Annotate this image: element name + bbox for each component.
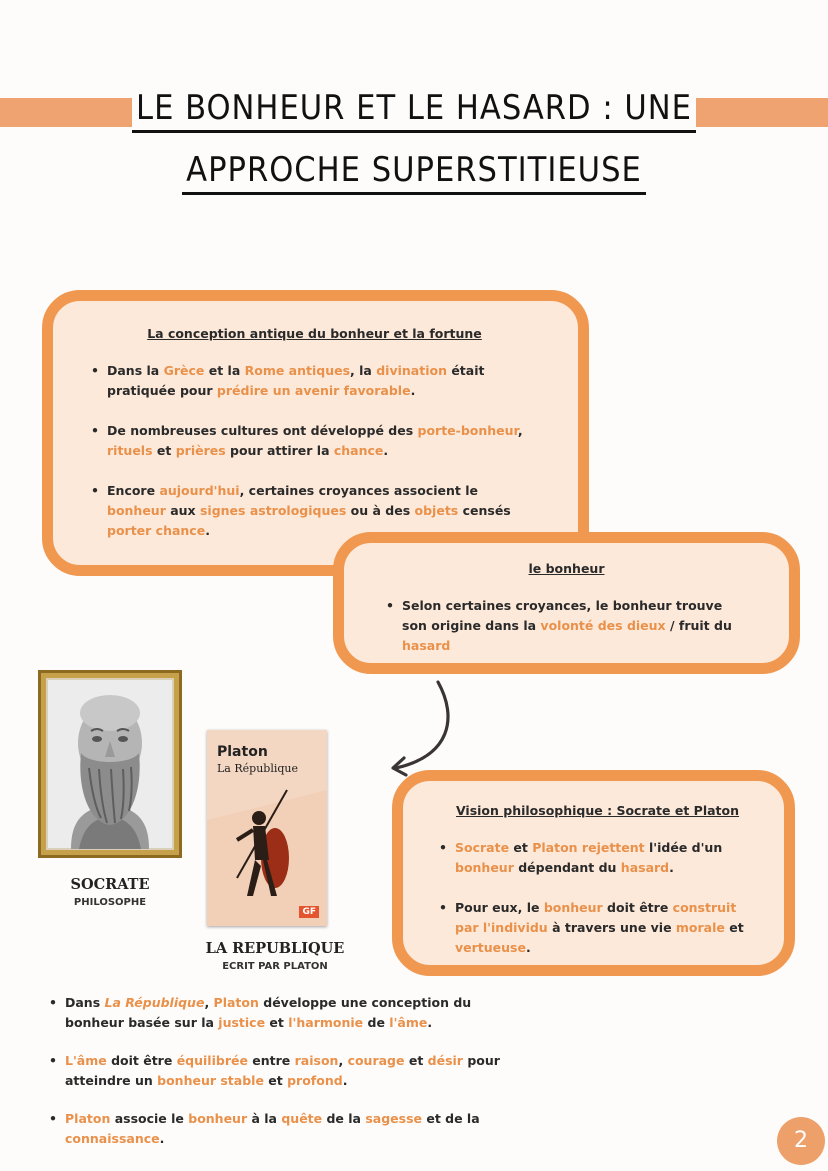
bottom-bullet-2: • L'âme doit être équilibrée entre raison, courage et désir pour atteindre un bonheur stable et profond. <box>47 1051 517 1091</box>
box-title: Vision philosophique : Socrate et Platon <box>455 803 740 818</box>
bullet-antique-2: • De nombreuses cultures ont développé des porte-bonheur, rituels et prières pour attirer la chance. <box>89 421 540 461</box>
box-title: le bonheur <box>528 561 605 576</box>
page-title-line-1: LE BONHEUR ET LE HASARD : UNE <box>0 88 828 128</box>
page-title-line-2: APPROCHE SUPERSTITIEUSE <box>0 150 828 190</box>
bullet-vision-2: • Pour eux, le bonheur doit être construit par l'individu à travers une vie morale et vertueuse. <box>437 898 758 958</box>
curved-arrow-icon <box>380 678 470 778</box>
box-title: La conception antique du bonheur et la fortune <box>147 326 482 341</box>
socrate-portrait <box>38 670 182 858</box>
book-title: La République <box>217 762 298 775</box>
bottom-bullet-3: • Platon associe le bonheur à la quête de la sagesse et de la connaissance. <box>47 1109 517 1149</box>
page-number: 2 <box>777 1117 825 1165</box>
portrait-name: SOCRATE <box>70 876 150 893</box>
bust-image <box>41 673 179 855</box>
portrait-role: PHILOSOPHE <box>73 897 147 908</box>
warrior-illustration <box>207 730 327 926</box>
bottom-bullet-list <box>47 993 517 1149</box>
bullet-vision-1: • Socrate et Platon rejettent l'idée d'un bonheur dépendant du hasard. <box>437 838 758 878</box>
bullet-antique-1: • Dans la Grèce et la Rome antiques, la divination était pratiquée pour prédire un avenir favorable. <box>89 361 540 401</box>
book-cover <box>207 730 327 926</box>
vision-box <box>392 770 795 976</box>
bottom-bullet-1: • Dans La République, Platon développe une conception du bonheur basée sur la justice et l'harmonie de l'âme. <box>47 993 517 1033</box>
book-caption-sub: ECRIT PAR PLATON <box>222 961 328 972</box>
bonheur-box <box>333 532 800 674</box>
book-caption: LA REPUBLIQUE <box>205 940 345 957</box>
book-author: Platon <box>217 744 268 760</box>
bullet-bonheur-1: • Selon certaines croyances, le bonheur trouve son origine dans la volonté des dieux / fruit du hasard <box>384 596 749 656</box>
book-publisher-logo: GF <box>299 906 319 918</box>
bullet-antique-3: • Encore aujourd'hui, certaines croyances associent le bonheur aux signes astrologiques ou à des objets censés porter chance. <box>89 481 540 541</box>
